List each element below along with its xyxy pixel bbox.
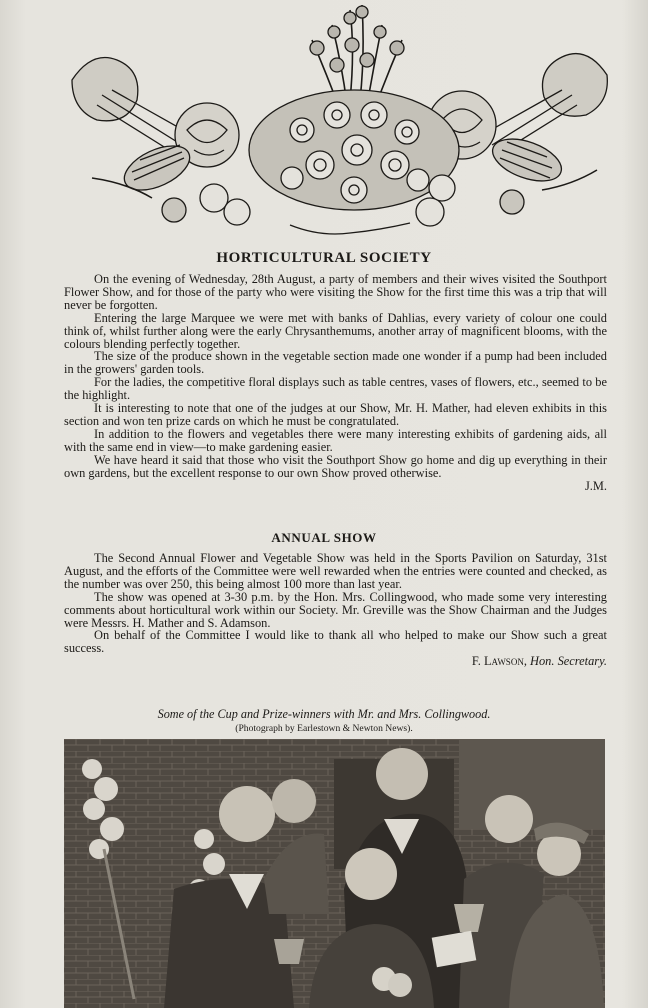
article-paragraph: On behalf of the Committee I would like to thank all who helped to make our Show such a great success. — [64, 628, 607, 656]
secretary-role: Hon. Secretary. — [530, 654, 607, 669]
article-paragraph: The size of the produce shown in the vegetable section made one wonder if a pump had been included in the growers' garden tools. — [64, 349, 607, 377]
article-paragraph: It is interesting to note that one of the judges at our Show, Mr. H. Mather, had eleven exhibits in this section and won ten prize cards on which he must be congratulated. — [64, 401, 607, 428]
society-heading: HORTICULTURAL SOCIETY — [216, 250, 432, 266]
article-paragraph: Entering the large Marquee we were met with banks of Dahlias, every variety of colour one could think of, whilst further along were the early Chrysanthemums, another array of magnificent blooms, with the colours blending perfectly together. — [64, 310, 607, 351]
society-article — [64, 273, 607, 492]
prize-winners-photo — [64, 739, 605, 1008]
article-paragraph: On the evening of Wednesday, 28th August, a party of members and their wives visited the Southport Flower Show, and for those of the party who were visiting the Show for the first time this was a trip that will never be forgotten. — [64, 272, 607, 312]
flower-vegetable-illustration — [62, 0, 622, 248]
annual-show-article — [64, 552, 607, 668]
article-paragraph: For the ladies, the competitive floral displays such as table centres, vases of flowers, etc., seemed to be the highlight. — [64, 375, 607, 403]
secretary-signature — [64, 655, 607, 668]
author-initials: J.M. — [584, 478, 607, 493]
article-paragraph: We have heard it said that those who visit the Southport Show go home and dig up everything in their own gardens, but the excellent response to our own Show proved otherwise. — [64, 452, 607, 480]
annual-show-heading: ANNUAL SHOW — [271, 530, 377, 545]
photo-image — [64, 739, 605, 1008]
article-paragraph: The show was opened at 3-30 p.m. by the Hon. Mrs. Collingwood, who made some very interesting comments about horticultural work within our Society. Mr. Greville was the Show Chairman and the Judges were Messrs. H. Mather and S. Adamson. — [64, 589, 607, 630]
article-paragraph: The Second Annual Flower and Vegetable Show was held in the Sports Pavilion on Saturday, 31st August, and the efforts of the Committee were well rewarded when the entries were counted and checked, as the number was over 250, this being almost 100 more than last year. — [64, 551, 607, 591]
secretary-name: F. Lawson, — [471, 654, 527, 669]
photo-credit: (Photograph by Earlestown & Newton News). — [235, 723, 413, 734]
article-paragraph: In addition to the flowers and vegetables there were many interesting exhibits of gardening aids, all with the same end in view—to make gardening easier. — [64, 426, 607, 454]
photo-caption: Some of the Cup and Prize-winners with Mr. and Mrs. Collingwood. — [157, 707, 491, 721]
